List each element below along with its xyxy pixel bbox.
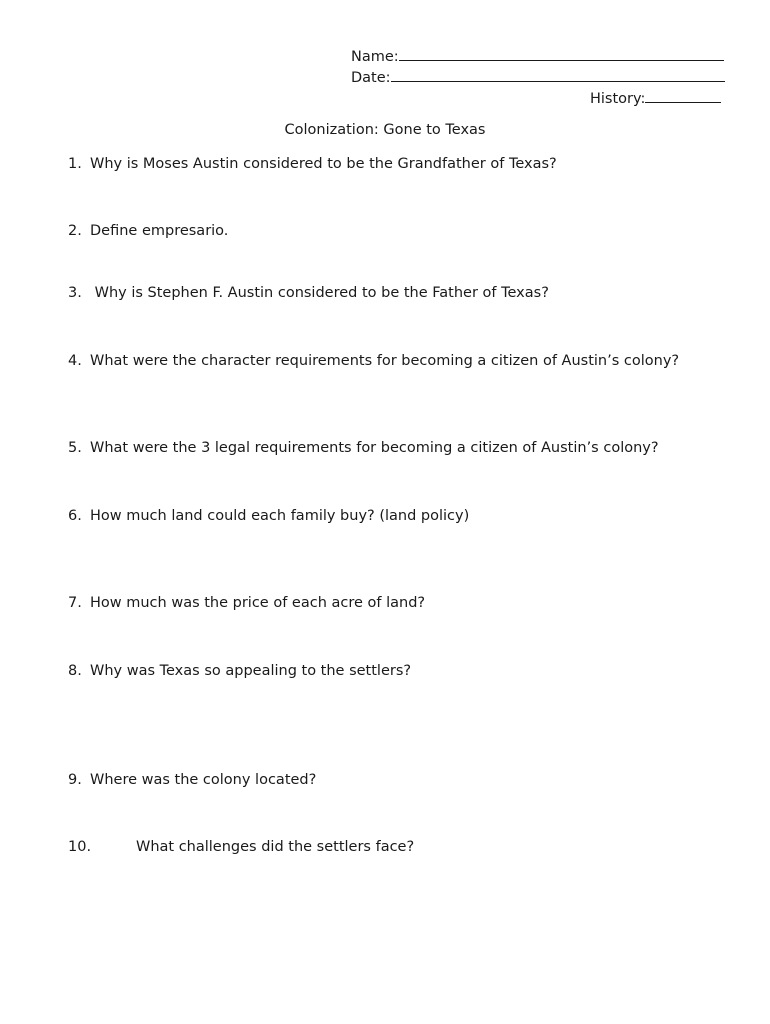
question-number: 8. — [68, 663, 82, 679]
question-8 — [68, 662, 411, 680]
question-number: 2. — [68, 223, 82, 239]
question-number: 7. — [68, 595, 82, 611]
name-label: Name: — [351, 49, 399, 65]
question-4 — [68, 352, 679, 370]
question-7 — [68, 594, 425, 612]
question-text: Why was Texas so appealing to the settlers? — [90, 663, 412, 679]
question-text: Where was the colony located? — [90, 772, 317, 788]
question-text: Why is Moses Austin considered to be the Grandfather of Texas? — [90, 156, 557, 172]
question-number: 3. — [68, 285, 82, 301]
question-5 — [68, 439, 659, 457]
question-10 — [68, 838, 414, 856]
history-label: History: — [590, 91, 646, 107]
question-number: 4. — [68, 353, 82, 369]
question-text: What were the character requirements for becoming a citizen of Austin’s colony? — [90, 353, 680, 369]
question-number: 10. — [68, 839, 92, 855]
question-text: What challenges did the settlers face? — [136, 839, 415, 855]
question-6 — [68, 507, 469, 525]
question-9 — [68, 771, 316, 789]
date-label: Date: — [351, 70, 391, 86]
date-blank-line[interactable] — [391, 67, 725, 82]
question-text: How much was the price of each acre of land? — [90, 595, 426, 611]
question-text: How much land could each family buy? (land policy) — [90, 508, 470, 524]
question-number: 9. — [68, 772, 82, 788]
page-title: Colonization: Gone to Texas — [284, 122, 486, 138]
question-2 — [68, 222, 228, 240]
date-field[interactable] — [351, 67, 725, 87]
question-text: Why is Stephen F. Austin considered to be the Father of Texas? — [90, 285, 549, 301]
name-field[interactable] — [351, 46, 724, 66]
history-field[interactable] — [590, 88, 721, 108]
question-1 — [68, 155, 557, 173]
question-text: What were the 3 legal requirements for becoming a citizen of Austin’s colony? — [90, 440, 659, 456]
name-blank-line[interactable] — [399, 46, 724, 61]
question-number: 5. — [68, 440, 82, 456]
question-text: Define empresario. — [90, 223, 229, 239]
history-blank-line[interactable] — [645, 88, 721, 103]
question-3 — [68, 284, 549, 302]
question-number: 6. — [68, 508, 82, 524]
question-number: 1. — [68, 156, 82, 172]
